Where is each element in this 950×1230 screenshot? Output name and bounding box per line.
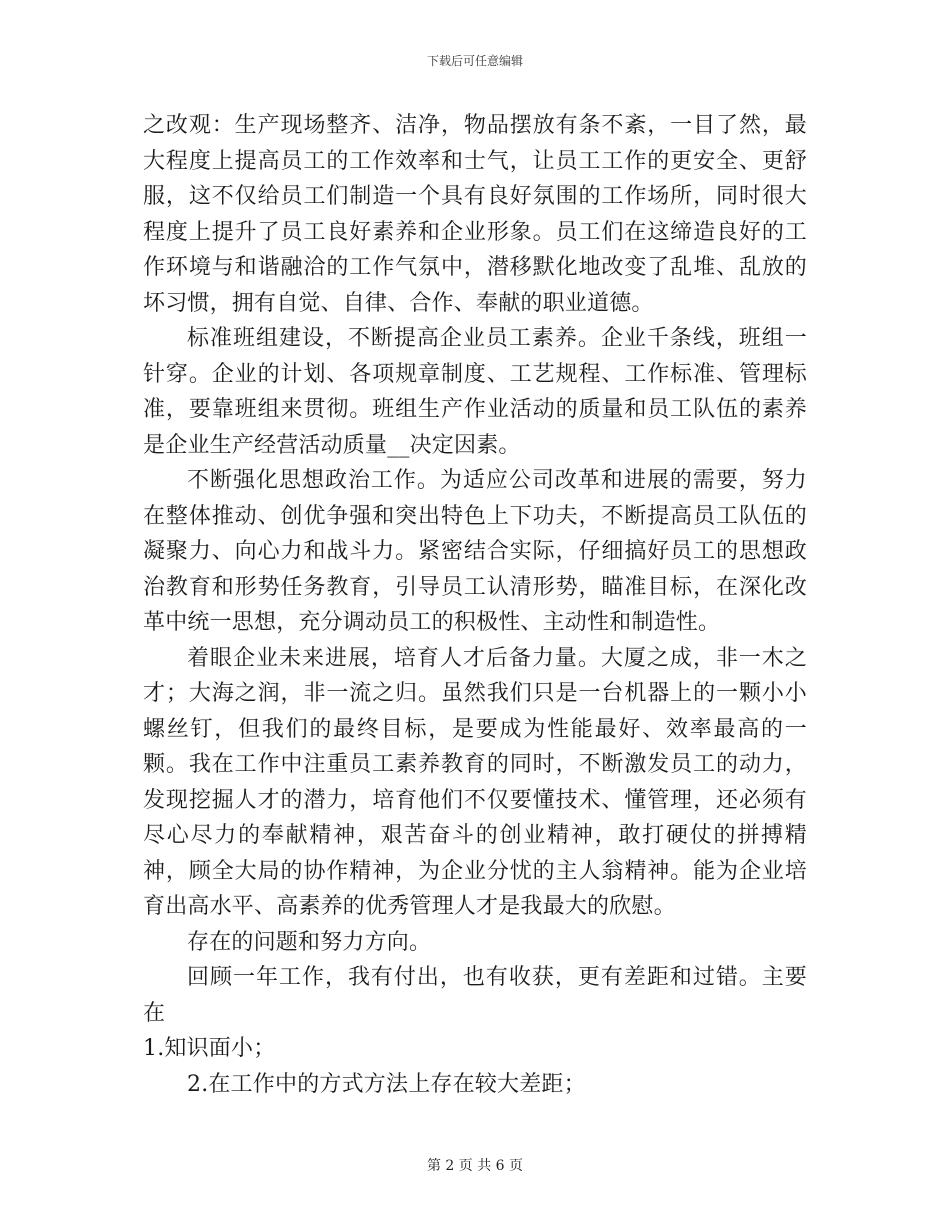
paragraph-3: 不断强化思想政治工作。为适应公司改革和进展的需要，努力在整体推动、创优争强和突出特色上下功夫，不断提高员工队伍的凝聚力、向心力和战斗力。紧密结合实际，仔细搞好员工的思想政治教育和形势任务教育，引导员工认清形势，瞄准目标，在深化改革中统一思想，充分调动员工的积极性、主动性和制造性。 xyxy=(143,468,807,635)
paragraph-1: 之改观：生产现场整齐、洁净，物品摆放有条不紊，一目了然，最大程度上提高员工的工作效率和士气，让员工工作的更安全、更舒服，这不仅给员工们制造一个具有良好氛围的工作场所，同时很大程度上提升了员工良好素养和企业形象。员工们在这缔造良好的工作环境与和谐融洽的工作气氛中，潜移默化地改变了乱堆、乱放的坏习惯，拥有自觉、自律、合作、奉献的职业道德。 xyxy=(143,113,807,316)
document-body xyxy=(143,108,807,1102)
list-item-1: 1.知识面小； xyxy=(143,1036,276,1061)
section-heading: 存在的问题和努力方向。 xyxy=(187,929,432,955)
page-header: 下载后可任意编辑 xyxy=(426,54,523,68)
paragraph-5: 回顾一年工作，我有付出，也有收获，更有差距和过错。主要在 xyxy=(143,965,807,1026)
list-item-2: 2.在工作中的方式方法上存在较大差距； xyxy=(187,1071,586,1097)
paragraph-4: 着眼企业未来进展，培育人才后备力量。大厦之成，非一木之才；大海之润，非一流之归。虽然我们只是一台机器上的一颗小小螺丝钉，但我们的最终目标，是要成为性能最好、效率最高的一颗。我在工作中注重员工素养教育的同时，不断激发员工的动力，发现挖掘人才的潜力，培育他们不仅要懂技术、懂管理，还必须有尽心尽力的奉献精神，艰苦奋斗的创业精神，敢打硬仗的拼搏精神，顾全大局的协作精神，为企业分忧的主人翁精神。能为企业培育出高水平、高素养的优秀管理人才是我最大的欣慰。 xyxy=(143,645,807,919)
page-footer: 第 2 页 共 6 页 xyxy=(426,1158,524,1174)
paragraph-2: 标准班组建设，不断提高企业员工素养。企业千条线，班组一针穿。企业的计划、各项规章制度、工艺规程、工作标准、管理标准，要靠班组来贯彻。班组生产作业活动的质量和员工队伍的素养是企业生产经营活动质量__决定因素。 xyxy=(143,326,807,458)
